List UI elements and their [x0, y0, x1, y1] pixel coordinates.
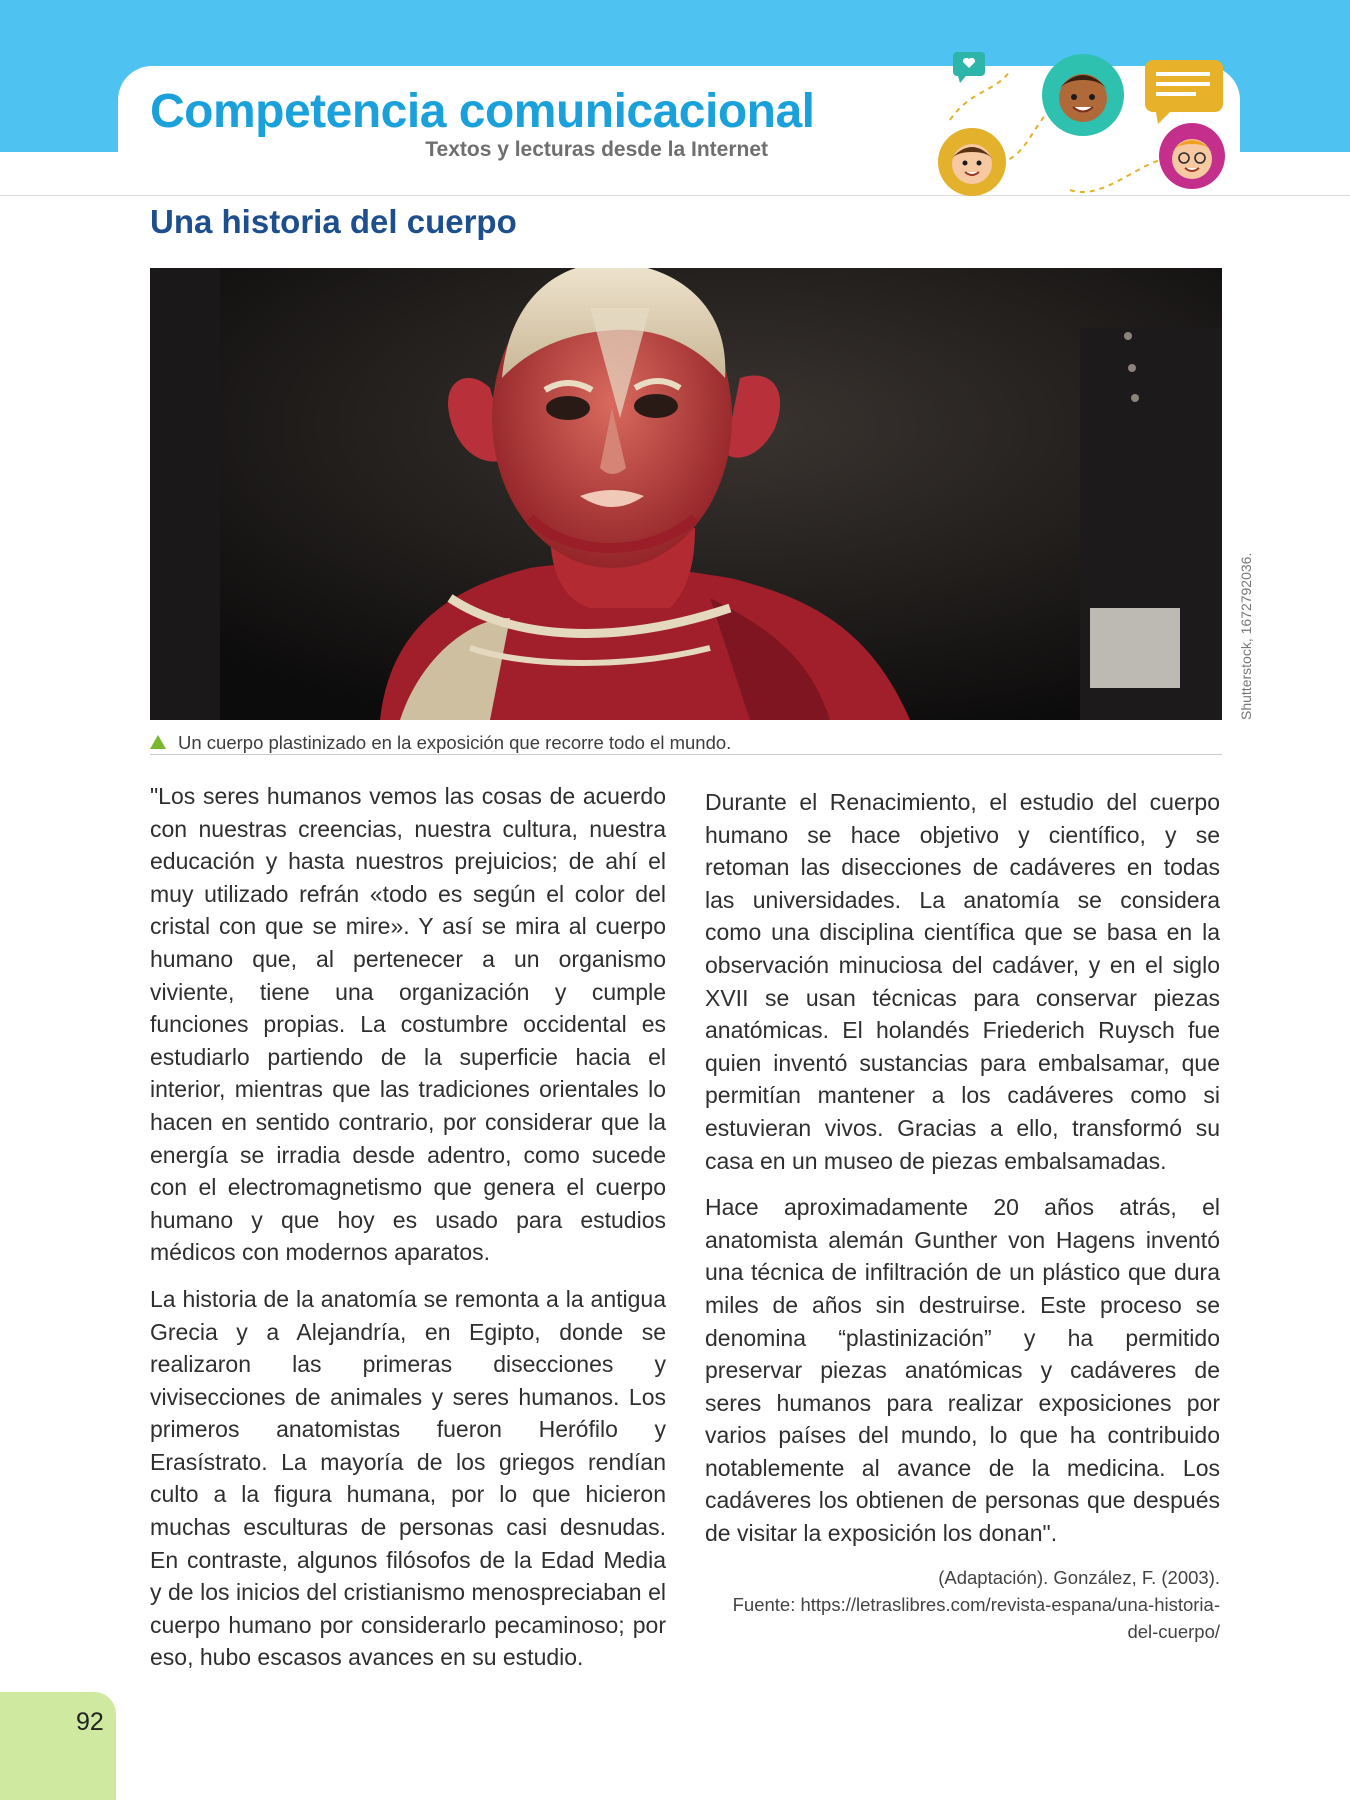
header-illustration — [930, 50, 1230, 200]
page-number: 92 — [76, 1708, 104, 1736]
heart-chat-icon — [953, 52, 985, 83]
article-photo — [150, 268, 1222, 720]
page-title: Competencia comunicacional — [150, 85, 815, 138]
source-citation — [705, 1564, 1220, 1645]
citation-line: (Adaptación). González, F. (2003). — [938, 1566, 1220, 1588]
child-avatar-icon — [938, 128, 1006, 196]
left-column — [150, 780, 666, 1688]
photo-credit: Shutterstock, 1672792036. — [1238, 552, 1254, 720]
boy-avatar-icon — [1042, 54, 1124, 136]
right-column — [705, 786, 1220, 1645]
caption-text: Un cuerpo plastinizado en la exposición que recorre todo el mundo. — [178, 732, 732, 753]
article-title: Una historia del cuerpo — [150, 203, 517, 240]
page-subtitle: Textos y lecturas desde la Internet — [425, 138, 768, 161]
photo-caption — [150, 732, 1222, 755]
girl-avatar-icon — [1159, 123, 1225, 189]
source-url: Fuente: https://letraslibres.com/revista-espana/una-historia-del-cuerpo/ — [732, 1593, 1220, 1642]
paragraph: "Los seres humanos vemos las cosas de acuerdo con nuestras creencias, nuestra cultura, nuestra educación y hasta nuestros prejuicios; de ahí el muy utilizado refrán «todo es según el color del cristal con que se mire». Y así se mira al cuerpo humano que, al pertenecer a un organismo viviente, tiene una organización y cumple funciones propias. La costumbre occidental es estudiarlo partiendo de la superficie hacia el interior, mientras que las tradiciones orientales lo hacen en sentido contrario, por considerar que la energía se irradia desde adentro, como sucede con el electromagnetismo que genera el cuerpo humano y que hoy es usado para estudios médicos con modernos aparatos. — [150, 783, 666, 1266]
paragraph: Hace aproximadamente 20 años atrás, el anatomista alemán Gunther von Hagens inventó una técnica de infiltración de un plástico que dura miles de años sin destruirse. Este proceso se denomina “plastinización” y ha permitido preservar piezas anatómicas y cadáveres de seres humanos para realizar exposiciones por varios países del mundo, lo que ha contribuido notablemente al avance de la medicina. Los cadáveres los obtienen de personas que después de visitar la exposición los donan". — [705, 1194, 1220, 1547]
plastinated-body-image — [150, 268, 1222, 720]
paragraph: Durante el Renacimiento, el estudio del cuerpo humano se hace objetivo y científico, y se retoman las disecciones de cadáveres en todas las universidades. La anatomía se considera como una disciplina científica que se basa en la observación minuciosa del cadáver, y en el siglo XVII se usan técnicas para conservar piezas anatómicas. El holandés Friederich Ruysch fue quien inventó sustancias para embalsamar, que permitían mantener a los cadáveres como si estuvieran vivos. Gracias a ello, transformó su casa en un museo de piezas embalsamadas. — [705, 789, 1220, 1174]
paragraph: La historia de la anatomía se remonta a la antigua Grecia y a Alejandría, en Egipto, donde se realizaron las primeras disecciones y vivisecciones de animales y seres humanos. Los primeros anatomistas fueron Herófilo y Erasístrato. La mayoría de los griegos rendían culto a la figura humana, por lo que hicieron muchas esculturas de personas casi desnudas. En contraste, algunos filósofos de la Edad Media y de los inicios del cristianismo menospreciaban el cuerpo humano por considerarlo pecaminoso; por eso, hubo escasos avances en su estudio. — [150, 1285, 666, 1671]
chat-bubble-icon — [1145, 60, 1223, 124]
triangle-marker-icon — [150, 735, 166, 749]
